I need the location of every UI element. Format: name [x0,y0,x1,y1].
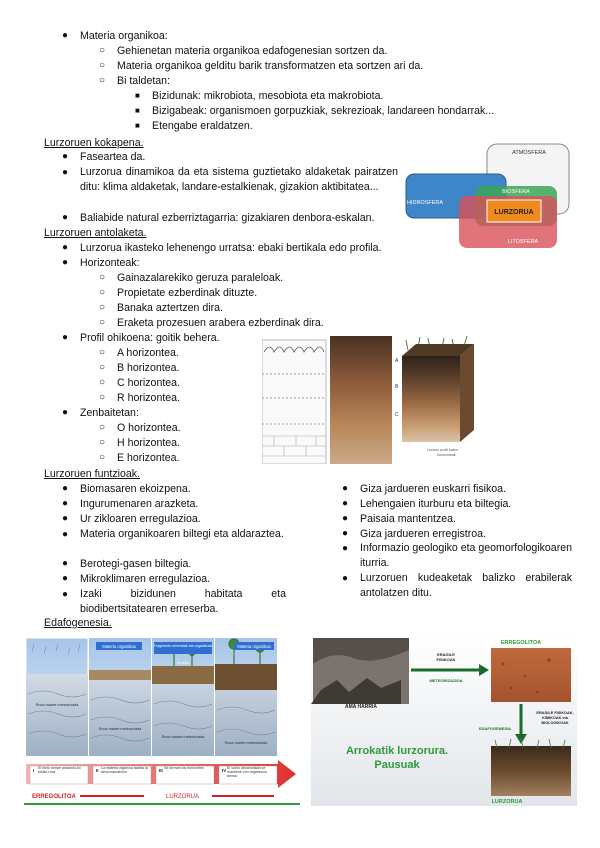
list-item: Gehienetan materia organikoa edafogenesian sortzen da. [117,45,388,57]
list-item: Faseartea da. [80,151,146,163]
bullet-icon: ● [342,543,349,554]
bullet-icon: ● [342,513,349,524]
circle-bullet-icon: ○ [99,422,106,433]
list-item: Etengabe eraldatzen. [152,120,253,132]
circle-bullet-icon: ○ [99,45,106,56]
bullet-icon: ● [342,498,349,509]
list-item: Giza jardueren euskarri fisikoa. [360,483,507,495]
circle-bullet-icon: ○ [99,272,106,283]
circle-bullet-icon: ○ [99,75,106,86]
list-item: Berotegi-gasen biltegia. [80,558,192,570]
stage-note: La materia orgánica facilita la descomposicion [101,766,148,775]
profile-photo [330,336,392,464]
list-item: Biomasaren ekoizpena. [80,483,191,495]
bullet-icon: ● [62,483,69,494]
edafogenesia-label: EDAFOGENESIA [478,726,512,731]
square-bullet-icon: ■ [135,121,140,130]
list-item: Eraketa prozesuen arabera ezberdinak dira. [117,317,324,329]
list-item: Mikroklimaren erregulazioa. [80,573,211,585]
bullet-icon: ● [342,528,349,539]
list-item: Horizonteak: [80,257,140,269]
soil-profile-images [262,336,484,464]
list-item: Informazio geologiko eta geomorfologikoaren iturria. [360,542,573,569]
soil-photo [491,746,571,796]
bullet-icon: ● [62,589,69,600]
regolith-photo [491,648,571,702]
ama-harria-label: AMA HARRIA [344,704,378,710]
rock-label: Roca madre meteorizada [161,735,205,739]
horizon-label: A [395,358,399,364]
list-item: Banaka aztertzen dira. [117,302,223,314]
list-item: B horizontea. [117,362,180,374]
list-item: A horizontea. [117,347,179,359]
horizon-label: C [395,412,399,418]
arrow2-label: BIOLOGIKOAK [541,721,569,725]
erregolitoa-label: ERREGOLITOA [500,640,542,646]
list-item: Giza jardueren erregistroa. [360,528,487,540]
list-item: C horizontea. [117,377,181,389]
stage-number: II [96,768,99,773]
bullet-icon: ● [62,257,69,268]
bullet-icon: ● [62,151,69,162]
bullet-icon: ● [342,573,349,584]
soil-formation-diagram [24,634,300,806]
list-item: Lurzorua ikasteko lehenengo urratsa: ebaki bertikala edo profila. [80,242,382,254]
profile-caption: Lurzoru profil baten [427,448,458,452]
fragments-label: Fragmentu mineralak eta organikoak [153,644,213,648]
list-item: Paisaia mantentzea. [360,513,456,525]
list-item: Bizidunak: mikrobiota, mesobiota eta makrobiota. [152,90,384,102]
circle-bullet-icon: ○ [99,302,106,313]
list-item: Bizigabeak: organismoen gorpuzkiak, sekrezioak, landareen hondarrak... [152,105,495,117]
list-item: Izaki bizidunen habitata eta biodibertsitatearen erreserba. [80,588,286,615]
stage-note: Se forman los horizontes [164,766,204,770]
bullet-icon: ● [62,407,69,418]
humus-label: Humus [176,660,190,665]
antolaketa-heading: Lurzoruen antolaketa. [44,227,147,239]
bullet-icon: ● [62,573,69,584]
list-item: Profil ohikoena: goitik behera. [80,332,220,344]
arrow2-label: KIMIKOAK eta [542,716,568,720]
stage-note: El suelo desarrollado se mantiene con vegetación densa [227,766,267,779]
bullet-icon: ● [62,529,69,540]
rock-label: Roca madre meteorizada [98,727,142,731]
organic-matter-label: Materia organikoa [237,644,271,649]
organic-matter-label: Materia organikoa [102,644,136,649]
list-item: Lurzorua dinamikoa da eta sistema guztietako aldaketak pairatzen ditu: klima aldaketak, landare-estalkienak, gizakion aktibitatea... [80,166,398,193]
funtzioak-heading: Lurzoruen funtzioak. [44,468,140,480]
lurzorua-label: LURZORUA [166,794,200,800]
profile-block [402,356,460,442]
square-bullet-icon: ■ [135,106,140,115]
list-item: Gainazalarekiko geruza paraleloak. [117,272,284,284]
rock-label: Roca madre meteorizada [224,741,268,745]
list-item: E horizontea. [117,452,180,464]
erregolitoa-label: ERREGOLITOA [32,794,76,800]
diagram-title: Arrokatik lurzorura. [345,745,449,757]
circle-bullet-icon: ○ [99,452,106,463]
list-item: Propietate ezberdinak dituzte. [117,287,258,299]
list-item: Baliabide natural ezberriztagarria: gizakiaren denbora-eskalan. [80,212,375,224]
arrow1-label: FISIKOAK [436,657,456,662]
circle-bullet-icon: ○ [99,392,106,403]
bullet-icon: ● [62,242,69,253]
bullet-icon: ● [62,558,69,569]
materia-title: Materia organikoa: [80,30,168,42]
bullet-icon: ● [62,332,69,343]
arrow1-label: ERAGILE [437,652,455,657]
bullet-icon: ● [342,483,349,494]
circle-bullet-icon: ○ [99,287,106,298]
stage-number: III [159,768,163,773]
list-item: Lurzoruen kudeaketak balizko erabilerak antolatzen ditu. [360,572,572,599]
square-bullet-icon: ■ [135,91,140,100]
meteorizazioa-label: METEORIZAZIOA [429,678,463,683]
lurzorua-label: LURZORUA [491,799,523,805]
bullet-icon: ● [62,513,69,524]
circle-bullet-icon: ○ [99,60,106,71]
circle-bullet-icon: ○ [99,317,106,328]
list-item: O horizontea. [117,422,181,434]
kokapena-heading: Lurzoruen kokapena. [44,137,144,149]
circle-bullet-icon: ○ [99,347,106,358]
bullet-icon: ● [62,498,69,509]
list-item: Lehengaien iturburu eta biltegia. [360,498,512,510]
stage-number: I [33,768,35,773]
rock-label: Roca madre meteorizada [35,703,79,707]
arrow2-label: ERAGILE FISIKOAK, [536,711,574,715]
bullet-icon: ● [62,30,69,41]
stage-note: El hielo rompe andamio-ko tokiko roca [38,766,81,775]
profile-caption: horizonteak [437,453,456,457]
list-item: Ur zikloaren erregulazioa. [80,513,201,525]
list-item: Materia organikoa gelditu barik transformatzen eta sortzen ari da. [117,60,424,72]
bullet-icon: ● [62,212,69,223]
diagram-title: Pausuak [374,759,420,771]
litosfera-label: LITOSFERA [507,239,539,245]
bullet-icon: ● [62,167,69,178]
edafogenesia-heading: Edafogenesia. [44,617,112,629]
list-item: Materia organikoaren biltegi eta aldaraztea. [80,528,284,540]
circle-bullet-icon: ○ [99,377,106,388]
lurzorua-label: LURZORUA [494,209,534,216]
circle-bullet-icon: ○ [99,362,106,373]
horizon-label: B [395,384,399,390]
circle-bullet-icon: ○ [99,437,106,448]
rock-to-soil-diagram [311,634,577,806]
biosfera-label: BIOSFERA [502,189,530,195]
list-item: H horizontea. [117,437,181,449]
spheres-diagram [403,140,575,252]
list-item: Bi taldetan: [117,75,171,87]
list-item: R horizontea. [117,392,181,404]
list-item: Zenbaitetan: [80,407,139,419]
atmosfera-label: ATMOSFERA [512,150,546,156]
list-item: Ingurumenaren arazketa. [80,498,199,510]
stage-number: IV [222,768,227,773]
hidrosfera-label: HIDROSFERA [406,200,444,206]
profile-sketch [262,340,326,464]
